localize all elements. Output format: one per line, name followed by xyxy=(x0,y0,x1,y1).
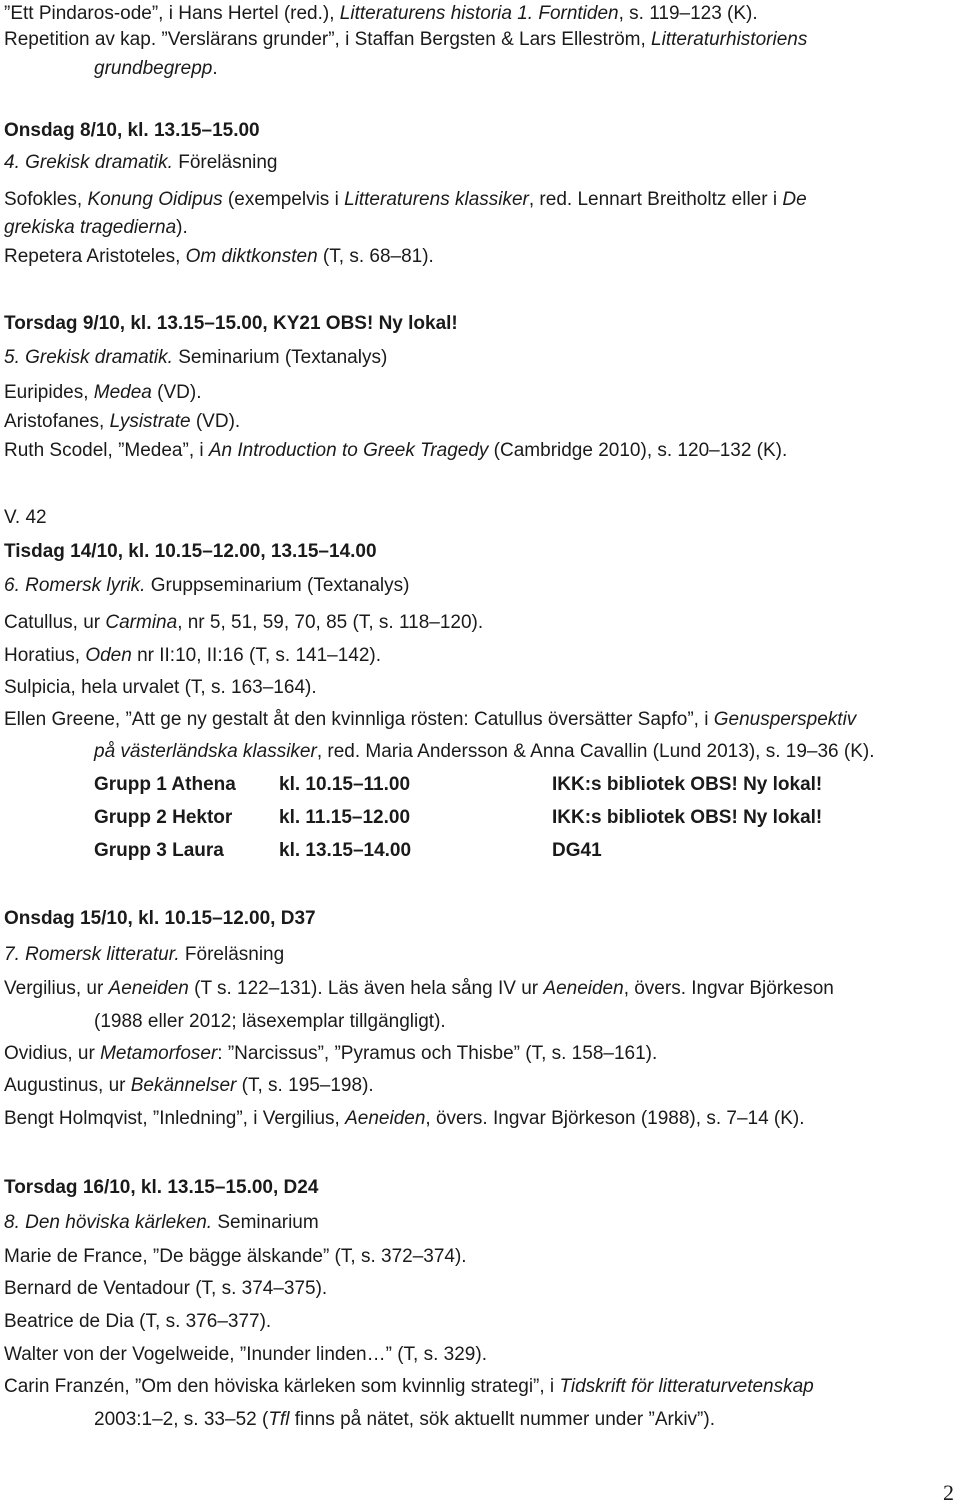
group-name: Grupp 2 Hektor xyxy=(94,807,233,828)
text: Vergilius, ur xyxy=(4,978,109,999)
title: Litteraturens klassiker xyxy=(344,189,529,210)
reading-catullus xyxy=(4,611,483,635)
title: Lysistrate xyxy=(109,411,191,432)
text: Ruth Scodel, ”Medea”, i xyxy=(4,440,209,461)
text: ). xyxy=(176,217,188,238)
reading-augustinus xyxy=(4,1074,374,1098)
title: grundbegrepp xyxy=(94,58,213,79)
session-heading-tisdag-14: Tisdag 14/10, kl. 10.15–12.00, 13.15–14.00 xyxy=(4,541,377,562)
title: Tfl xyxy=(268,1409,290,1430)
lecture-title-4 xyxy=(4,151,278,175)
title: på västerländska klassiker xyxy=(94,741,317,762)
text: Horatius, xyxy=(4,645,86,666)
reading-holmqvist xyxy=(4,1107,805,1131)
lecture-title-5 xyxy=(4,346,387,370)
title: Metamorfoser xyxy=(100,1043,218,1064)
text: 2003:1–2, s. 33–52 ( xyxy=(94,1409,269,1430)
reading-vergilius xyxy=(4,977,834,1001)
reading-horatius xyxy=(4,644,381,668)
text: Bengt Holmqvist, ”Inledning”, i Vergilius, xyxy=(4,1108,346,1129)
reading-marie-de-france: Marie de France, ”De bägge älskande” (T, s. 372–374). xyxy=(4,1246,467,1267)
format: Seminarium xyxy=(212,1212,319,1233)
text: (T s. 122–131). Läs även hela sång IV ur xyxy=(188,978,544,999)
text: Carin Franzén, ”Om den höviska kärleken som kvinnlig strategi”, i xyxy=(4,1376,560,1397)
title: Litteraturens historia 1. Forntiden xyxy=(339,3,619,24)
title: Genusperspektiv xyxy=(713,709,857,730)
reading-franzen xyxy=(4,1375,814,1399)
group-room: DG41 xyxy=(552,840,602,861)
session-heading-torsdag-16: Torsdag 16/10, kl. 13.15–15.00, D24 xyxy=(4,1177,319,1198)
text: (T, s. 195–198). xyxy=(236,1075,374,1096)
text: (VD). xyxy=(190,411,241,432)
text: (Cambridge 2010), s. 120–132 (K). xyxy=(488,440,788,461)
reference-verslara-cont xyxy=(94,57,218,81)
text: , red. Maria Andersson & Anna Cavallin (Lund 2013), s. 19–36 (K). xyxy=(316,741,875,762)
reading-sofokles-cont xyxy=(4,216,188,240)
text: Repetition av kap. ”Verslärans grunder”, i Staffan Bergsten & Lars Elleström, xyxy=(4,29,652,50)
reading-sulpicia: Sulpicia, hela urvalet (T, s. 163–164). xyxy=(4,677,317,698)
reading-franzen-cont xyxy=(94,1408,715,1432)
text: , nr 5, 51, 59, 70, 85 (T, s. 118–120). xyxy=(177,612,484,633)
format: Föreläsning xyxy=(172,152,278,173)
lecture-title-6 xyxy=(4,574,409,598)
reading-greene-cont xyxy=(94,740,874,764)
text: Aristofanes, xyxy=(4,411,110,432)
group-time: kl. 13.15–14.00 xyxy=(279,840,412,861)
title: Carmina xyxy=(105,612,178,633)
group-name: Grupp 1 Athena xyxy=(94,774,236,795)
text: , s. 119–123 (K). xyxy=(618,3,758,24)
text: Euripides, xyxy=(4,382,94,403)
reference-pindaros xyxy=(4,2,758,26)
text: Ellen Greene, ”Att ge ny gestalt åt den kvinnliga rösten: Catullus översätter Sapfo”, i xyxy=(4,709,714,730)
reading-sofokles xyxy=(4,188,807,212)
session-heading-torsdag-9: Torsdag 9/10, kl. 13.15–15.00, KY21 OBS! Ny lokal! xyxy=(4,313,458,334)
title: Aeneiden xyxy=(108,978,189,999)
title: Bekännelser xyxy=(130,1075,237,1096)
text: : ”Narcissus”, ”Pyramus och Thisbe” (T, s. 158–161). xyxy=(217,1043,658,1064)
text: Sofokles, xyxy=(4,189,88,210)
reading-vogelweide: Walter von der Vogelweide, ”Inunder linden…” (T, s. 329). xyxy=(4,1344,487,1365)
text: . xyxy=(212,58,218,79)
session-heading-onsdag-8: Onsdag 8/10, kl. 13.15–15.00 xyxy=(4,120,260,141)
topic: 8. Den höviska kärleken. xyxy=(4,1212,213,1233)
title: Tidskrift för litteraturvetenskap xyxy=(559,1376,814,1397)
reference-verslara xyxy=(4,28,807,52)
text: (VD). xyxy=(151,382,202,403)
text: Augustinus, ur xyxy=(4,1075,131,1096)
reading-ventadour: Bernard de Ventadour (T, s. 374–375). xyxy=(4,1278,328,1299)
text: ”Ett Pindaros-ode”, i Hans Hertel (red.), xyxy=(4,3,340,24)
text: Catullus, ur xyxy=(4,612,106,633)
text: , red. Lennart Breitholtz eller i xyxy=(528,189,783,210)
format: Seminarium (Textanalys) xyxy=(172,347,388,368)
session-heading-onsdag-15: Onsdag 15/10, kl. 10.15–12.00, D37 xyxy=(4,908,316,929)
text: Ovidius, ur xyxy=(4,1043,101,1064)
topic: 4. Grekisk dramatik. xyxy=(4,152,173,173)
group-time: kl. 11.15–12.00 xyxy=(279,807,411,828)
reading-beatrice: Beatrice de Dia (T, s. 376–377). xyxy=(4,1311,272,1332)
topic: 5. Grekisk dramatik. xyxy=(4,347,173,368)
week-label: V. 42 xyxy=(4,507,47,528)
group-room: IKK:s bibliotek OBS! Ny lokal! xyxy=(552,774,823,795)
reading-scodel xyxy=(4,439,787,463)
group-time: kl. 10.15–11.00 xyxy=(279,774,411,795)
lecture-title-7 xyxy=(4,943,284,967)
format: Föreläsning xyxy=(179,944,285,965)
reading-aristofanes xyxy=(4,410,240,434)
reading-greene xyxy=(4,708,856,732)
topic: 7. Romersk litteratur. xyxy=(4,944,180,965)
reading-vergilius-cont: (1988 eller 2012; läsexemplar tillgängligt). xyxy=(94,1011,446,1032)
title: Om diktkonsten xyxy=(185,246,318,267)
topic: 6. Romersk lyrik. xyxy=(4,575,146,596)
text: , övers. Ingvar Björkeson xyxy=(623,978,834,999)
text: finns på nätet, sök aktuellt nummer under ”Arkiv”). xyxy=(289,1409,715,1430)
title: Aeneiden xyxy=(345,1108,426,1129)
title: grekiska tragedierna xyxy=(4,217,177,238)
text: nr II:10, II:16 (T, s. 141–142). xyxy=(131,645,382,666)
reading-aristoteles xyxy=(4,245,434,269)
group-room: IKK:s bibliotek OBS! Ny lokal! xyxy=(552,807,823,828)
title: An Introduction to Greek Tragedy xyxy=(208,440,489,461)
title: Medea xyxy=(93,382,152,403)
page-number: 2 xyxy=(943,1480,954,1505)
reading-ovidius xyxy=(4,1042,657,1066)
text: (exempelvis i xyxy=(222,189,345,210)
text: Repetera Aristoteles, xyxy=(4,246,186,267)
title: Aeneiden xyxy=(543,978,624,999)
title: De xyxy=(782,189,807,210)
lecture-title-8 xyxy=(4,1211,319,1235)
title: Oden xyxy=(85,645,132,666)
format: Gruppseminarium (Textanalys) xyxy=(145,575,410,596)
title: Konung Oidipus xyxy=(87,189,223,210)
reading-euripides xyxy=(4,381,202,405)
text: (T, s. 68–81). xyxy=(317,246,434,267)
title: Litteraturhistoriens xyxy=(651,29,808,50)
text: , övers. Ingvar Björkeson (1988), s. 7–14 (K). xyxy=(425,1108,805,1129)
group-name: Grupp 3 Laura xyxy=(94,840,224,861)
